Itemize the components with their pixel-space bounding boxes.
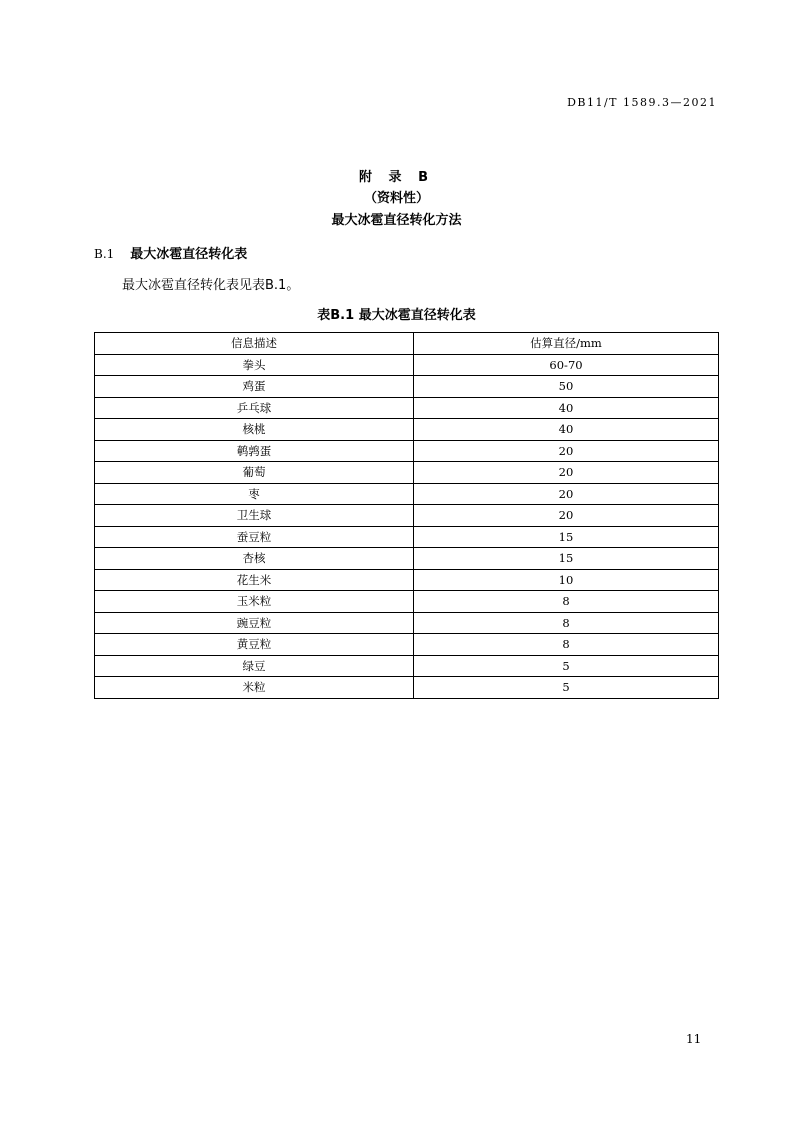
conversion-table — [94, 332, 719, 699]
cell-diameter: 15 — [414, 526, 719, 548]
table-row — [95, 354, 719, 376]
cell-description: 核桃 — [95, 419, 414, 441]
section-number: B.1 — [94, 247, 115, 261]
cell-diameter: 20 — [414, 462, 719, 484]
cell-diameter: 10 — [414, 569, 719, 591]
table-row — [95, 526, 719, 548]
cell-description: 黄豆粒 — [95, 634, 414, 656]
table-row — [95, 376, 719, 398]
table-row — [95, 440, 719, 462]
cell-diameter: 8 — [414, 634, 719, 656]
cell-diameter: 40 — [414, 397, 719, 419]
page-number: 11 — [686, 1032, 702, 1046]
table-caption-label: 表B.1 — [317, 308, 355, 323]
cell-description: 豌豆粒 — [95, 612, 414, 634]
cell-description: 乒乓球 — [95, 397, 414, 419]
table-row — [95, 462, 719, 484]
table-row — [95, 591, 719, 613]
cell-description: 杏核 — [95, 548, 414, 570]
cell-diameter: 15 — [414, 548, 719, 570]
table-row — [95, 548, 719, 570]
table-row — [95, 655, 719, 677]
table-body — [95, 354, 719, 698]
table-row — [95, 419, 719, 441]
cell-diameter: 60-70 — [414, 354, 719, 376]
section-title: 最大冰雹直径转化表 — [130, 247, 248, 262]
header-diameter: 估算直径/mm — [414, 333, 719, 355]
cell-description: 玉米粒 — [95, 591, 414, 613]
appendix-title: 附 录 B — [359, 170, 434, 185]
cell-diameter: 5 — [414, 677, 719, 699]
cell-description: 鸡蛋 — [95, 376, 414, 398]
table-header-row — [95, 333, 719, 355]
table-row — [95, 505, 719, 527]
cell-description: 米粒 — [95, 677, 414, 699]
cell-diameter: 5 — [414, 655, 719, 677]
table-caption-title: 最大冰雹直径转化表 — [358, 308, 476, 323]
cell-description: 蚕豆粒 — [95, 526, 414, 548]
cell-diameter: 20 — [414, 440, 719, 462]
table-row — [95, 483, 719, 505]
table-caption — [0, 304, 793, 323]
table-row — [95, 677, 719, 699]
table-row — [95, 397, 719, 419]
cell-description: 枣 — [95, 483, 414, 505]
section-heading — [94, 243, 247, 262]
cell-diameter: 40 — [414, 419, 719, 441]
table-row — [95, 569, 719, 591]
cell-diameter: 50 — [414, 376, 719, 398]
cell-diameter: 20 — [414, 505, 719, 527]
cell-description: 鹌鹑蛋 — [95, 440, 414, 462]
cell-diameter: 8 — [414, 612, 719, 634]
cell-diameter: 8 — [414, 591, 719, 613]
cell-description: 卫生球 — [95, 505, 414, 527]
cell-description: 绿豆 — [95, 655, 414, 677]
appendix-name: 最大冰雹直径转化方法 — [331, 213, 462, 228]
table-row — [95, 612, 719, 634]
cell-description: 葡萄 — [95, 462, 414, 484]
body-paragraph: 最大冰雹直径转化表见表B.1。 — [122, 278, 300, 293]
cell-diameter: 20 — [414, 483, 719, 505]
cell-description: 花生米 — [95, 569, 414, 591]
document-code: DB11/T 1589.3—2021 — [567, 96, 717, 109]
appendix-heading — [0, 168, 793, 232]
appendix-type: （资料性） — [363, 191, 429, 206]
cell-description: 拳头 — [95, 354, 414, 376]
header-description: 信息描述 — [95, 333, 414, 355]
table-row — [95, 634, 719, 656]
